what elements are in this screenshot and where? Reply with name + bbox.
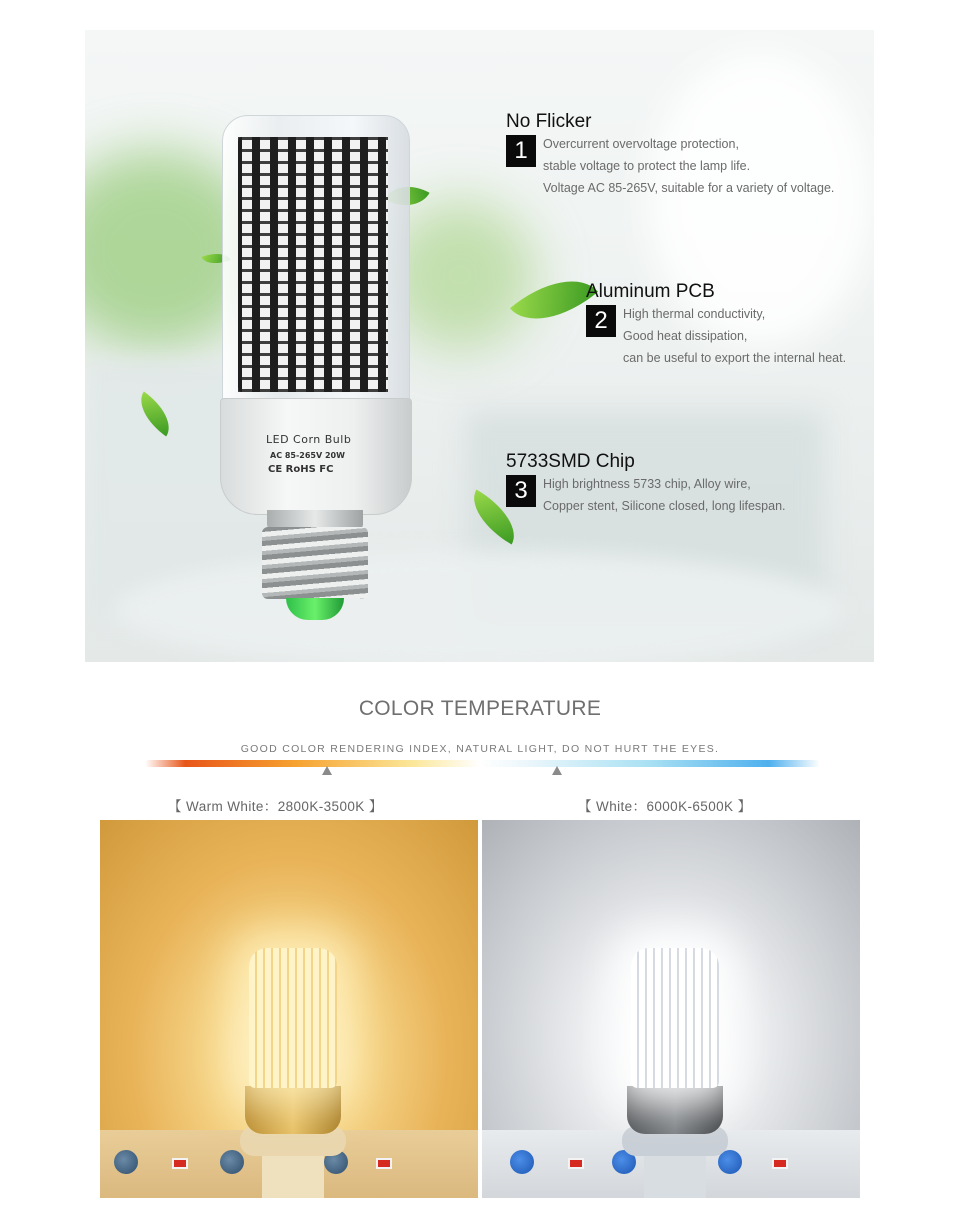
- section-title: COLOR TEMPERATURE: [358, 697, 602, 720]
- cool-gradient-bar: [480, 760, 820, 767]
- switch-button-icon: [220, 1150, 244, 1174]
- bulb-contact-tip: [286, 598, 344, 620]
- feature-number-badge: 2: [586, 305, 616, 337]
- white-label: 【 White：6000K-6500K 】: [578, 799, 752, 814]
- bulb-label-name: LED Corn Bulb: [266, 433, 352, 446]
- feature-description: [623, 303, 846, 369]
- bulb-body: [627, 1086, 723, 1134]
- plug-stem: [644, 1150, 706, 1198]
- switch-button-icon: [510, 1150, 534, 1174]
- lit-white-bulb: [631, 948, 719, 1088]
- feature-title: No Flicker: [506, 111, 592, 132]
- corn-bulb-illustration: [220, 115, 412, 620]
- feature-line: stable voltage to protect the lamp life.: [543, 159, 751, 173]
- feature-line: Copper stent, Silicone closed, long lifespan.: [543, 499, 786, 513]
- lit-warm-bulb: [249, 948, 337, 1088]
- bulb-label-certs: CE RoHS FC: [268, 464, 334, 475]
- led-array: [238, 137, 388, 392]
- bulb-label-spec: AC 85-265V 20W: [270, 451, 345, 460]
- feature-title: Aluminum PCB: [586, 281, 715, 302]
- indicator-light-icon: [772, 1158, 788, 1169]
- indicator-light-icon: [172, 1158, 188, 1169]
- bulb-screw-base: [262, 527, 368, 599]
- white-photo: [482, 820, 860, 1198]
- feature-line: Overcurrent overvoltage protection,: [543, 137, 739, 151]
- warm-marker-triangle-icon: [322, 766, 332, 775]
- feature-line: Voltage AC 85-265V, suitable for a variety of voltage.: [543, 181, 835, 195]
- section-subtitle: GOOD COLOR RENDERING INDEX, NATURAL LIGHT, DO NOT HURT THE EYES.: [240, 743, 720, 755]
- feature-line: High thermal conductivity,: [623, 307, 766, 321]
- warm-gradient-bar: [145, 760, 480, 767]
- cool-marker-triangle-icon: [552, 766, 562, 775]
- feature-line: High brightness 5733 chip, Alloy wire,: [543, 477, 751, 491]
- feature-number-badge: 1: [506, 135, 536, 167]
- plug-stem: [262, 1150, 324, 1198]
- bulb-body: [245, 1086, 341, 1134]
- warm-white-photo: [100, 820, 478, 1198]
- warm-white-label: 【 Warm White：2800K-3500K 】: [168, 799, 383, 814]
- feature-description: [543, 473, 786, 517]
- indicator-light-icon: [568, 1158, 584, 1169]
- feature-line: Good heat dissipation,: [623, 329, 748, 343]
- switch-button-icon: [114, 1150, 138, 1174]
- feature-title: 5733SMD Chip: [506, 451, 635, 472]
- indicator-light-icon: [376, 1158, 392, 1169]
- feature-number-badge: 3: [506, 475, 536, 507]
- feature-line: can be useful to export the internal heat.: [623, 351, 847, 365]
- feature-description: [543, 133, 834, 199]
